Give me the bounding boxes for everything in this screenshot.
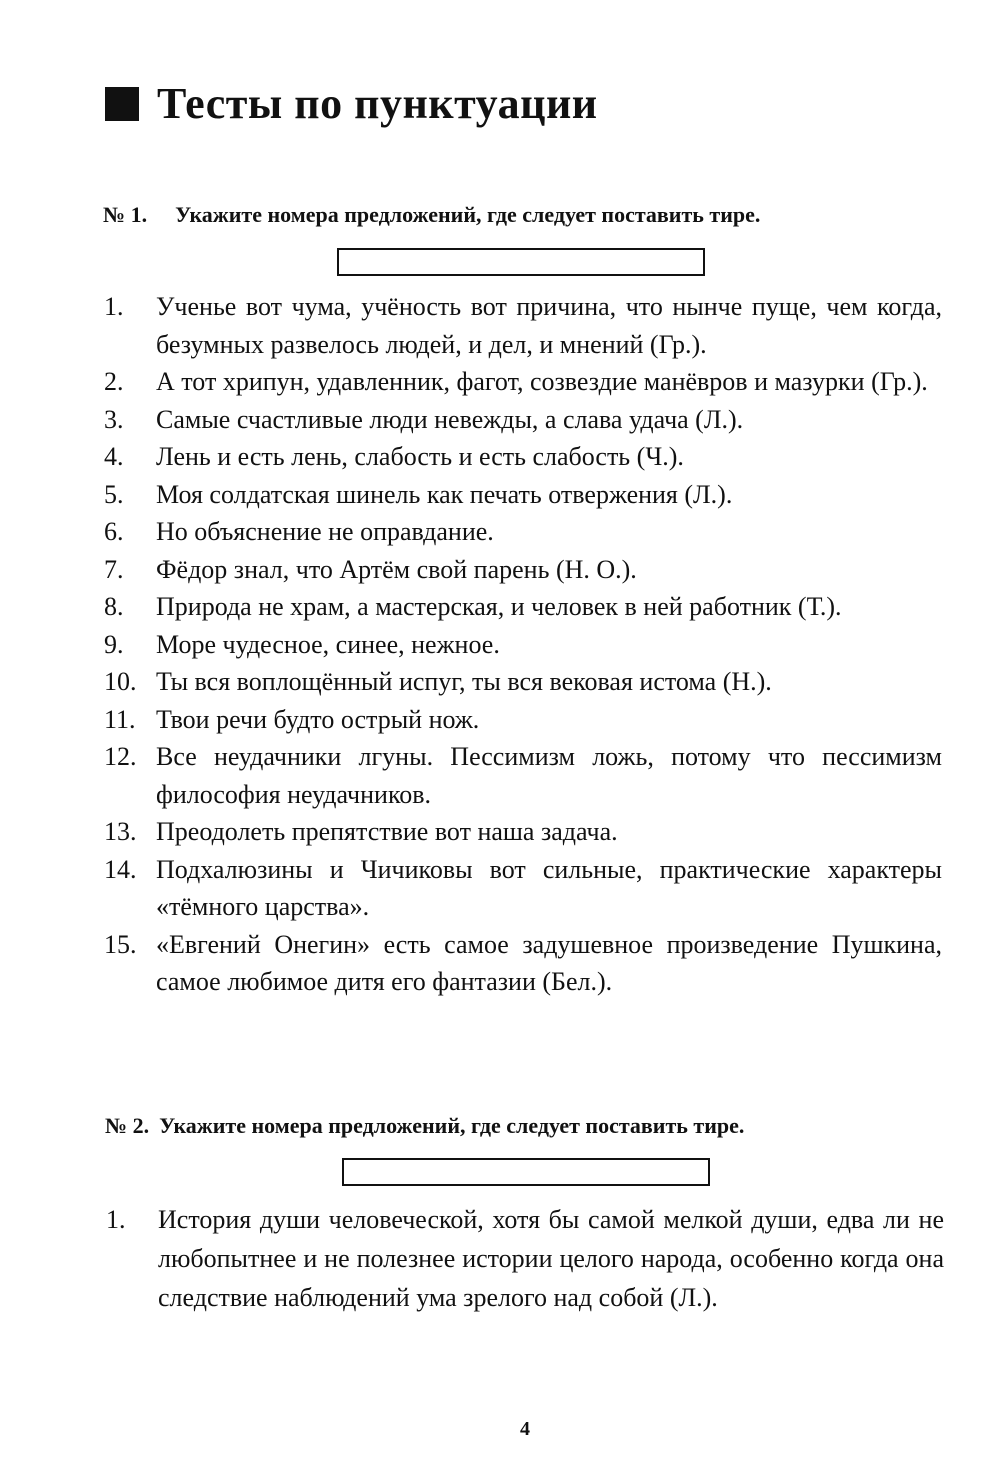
list-item: 3. Самые счастливые люди невежды, а слава удача (Л.). (104, 404, 744, 434)
task-1-number: № 1. (103, 202, 148, 227)
task-1-instruction: Укажите номера предложений, где следует поставить тире. (175, 202, 761, 227)
list-item: 6. Но объяснение не оправдание. (104, 517, 494, 546)
page-number: 4 (520, 1418, 530, 1440)
task-2-answer-box[interactable] (342, 1158, 710, 1186)
list-item: 5. Моя солдатская шинель как печать отвержения (Л.). (104, 479, 733, 509)
task-2-number: № 2. (105, 1113, 150, 1138)
task-1-list (104, 288, 942, 1001)
list-item: 10. Ты вся воплощённый испуг, ты вся вековая истома (Н.). (104, 667, 772, 696)
page-title-text: Тесты по пунктуации (157, 79, 598, 128)
task-2-instruction: Укажите номера предложений, где следует поставить тире. (159, 1113, 745, 1138)
task-1-heading (103, 202, 760, 228)
list-item: 13. Преодолеть препятствие вот наша задача. (104, 817, 618, 846)
list-item: 1. Ученье вот чума, учёность вот причина, что нынче пуще, чем когда, безумных развелось людей, и дел, и мнений (Гр.). (104, 292, 942, 359)
list-item: 8. Природа не храм, а мастерская, и человек в ней работник (Т.). (104, 592, 842, 621)
task-2-list (106, 1200, 944, 1317)
list-item: 11. Твои речи будто острый нож. (104, 704, 480, 734)
square-bullet-icon (105, 87, 139, 121)
list-item: 1. История души человеческой, хотя бы самой мелкой души, едва ли не любопытнее и не полезнее истории целого народа, особенно когда она следствие наблюдений ума зрелого над собой (Л.). (106, 1205, 944, 1312)
list-item: 15. «Евгений Онегин» есть самое задушевное произведение Пушкина, самое любимое дитя его фантазии (Бел.). (104, 929, 942, 996)
list-item: 12. Все неудачники лгуны. Пессимизм ложь, потому что пессимизм философия неудачников. (104, 742, 942, 809)
list-item: 14. Подхалюзины и Чичиковы вот сильные, практические характеры «тёмного царства». (104, 854, 942, 921)
list-item: 2. А тот хрипун, удавленник, фагот, созвездие манёвров и мазурки (Гр.). (104, 367, 928, 396)
task-1-answer-box[interactable] (337, 248, 705, 276)
list-item: 4. Лень и есть лень, слабость и есть слабость (Ч.). (104, 442, 684, 471)
page-title (105, 78, 598, 129)
list-item: 7. Фёдор знал, что Артём свой парень (Н. О.). (104, 554, 637, 584)
task-2-heading (105, 1113, 744, 1139)
list-item: 9. Море чудесное, синее, нежное. (104, 629, 500, 659)
